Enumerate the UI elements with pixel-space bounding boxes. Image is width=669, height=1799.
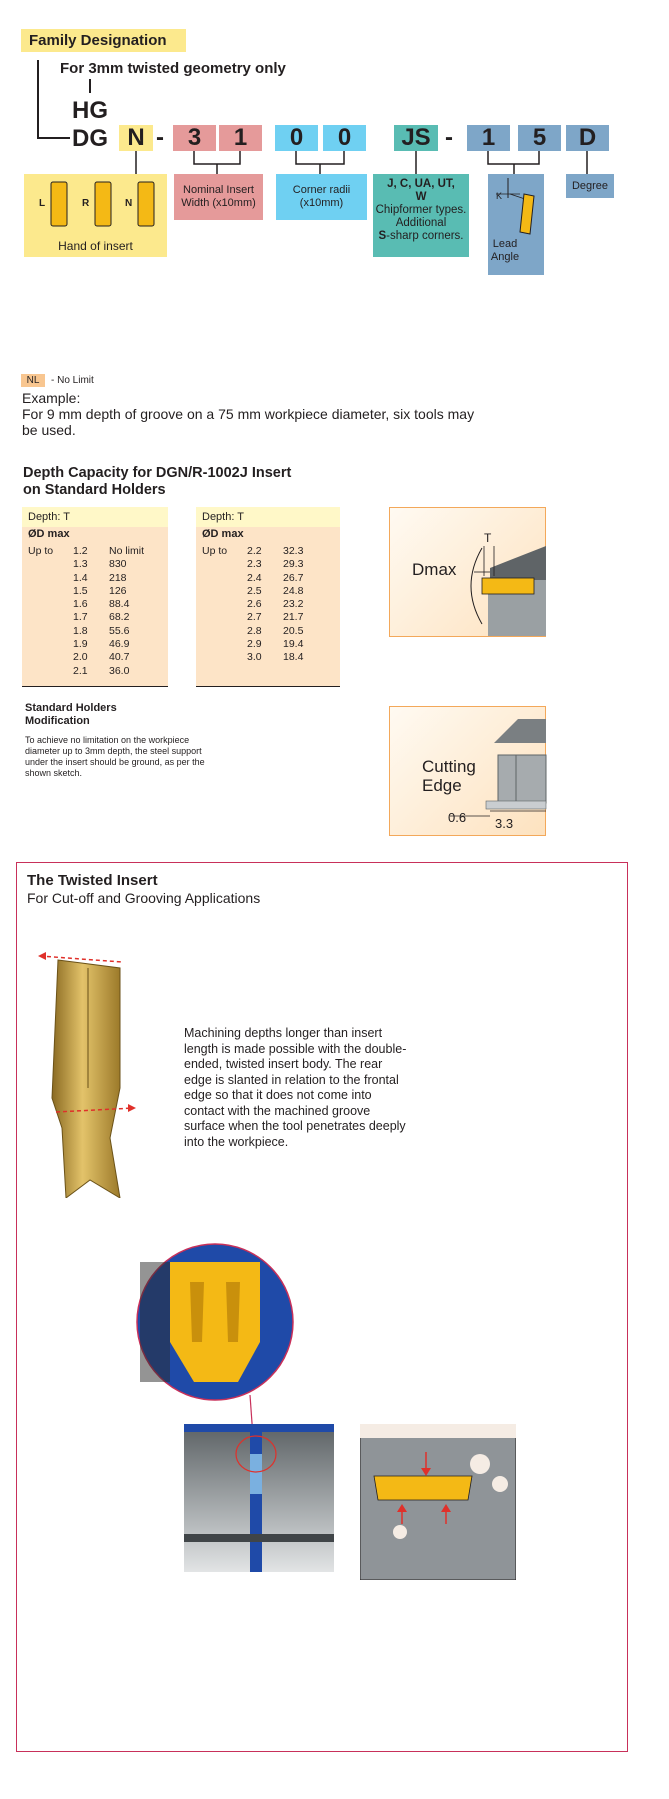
- row-depth-value: 2.2: [247, 545, 262, 557]
- row-depth-value: 3.0: [247, 651, 262, 664]
- row-upto-label: [28, 625, 73, 638]
- twisted-insert-illustration: [38, 948, 142, 1198]
- code-lead-digit-1: 1: [467, 125, 510, 151]
- chipformer-description: Chipformer types. Additional: [375, 204, 467, 229]
- dimension-3-3: 3.3: [495, 816, 514, 831]
- lead-angle-label: Lead Angle: [490, 238, 520, 263]
- cutting-label-line-1: Cutting: [422, 757, 476, 776]
- lead-k-label: K: [496, 191, 503, 201]
- example-label: Example:: [22, 390, 81, 406]
- row-dmax-value: 29.3: [283, 558, 304, 571]
- no-limit-chip: NL: [21, 374, 45, 387]
- row-depth-value: 1.6: [73, 598, 88, 611]
- nominal-width-box: Nominal Insert Width (x10mm): [174, 174, 263, 220]
- row-upto-label: [28, 598, 73, 611]
- row-upto-label: [28, 665, 73, 678]
- row-dmax-value: 23.2: [283, 598, 304, 611]
- table-row: [202, 611, 334, 624]
- dmax-label: Dmax: [412, 560, 457, 579]
- row-upto-label: [202, 625, 247, 638]
- hand-label-r: R: [82, 198, 90, 209]
- prefix-dg: DG: [72, 125, 108, 152]
- hand-label-l: L: [39, 198, 46, 209]
- row-depth-value: 1.9: [73, 638, 88, 651]
- table-row: [202, 558, 334, 571]
- example-text: For 9 mm depth of groove on a 75 mm workpiece diameter, six tools may be used.: [22, 406, 475, 438]
- row-upto-label: [28, 572, 73, 585]
- depth-title-line-1: Depth Capacity for DGN/R-1002J Insert: [23, 465, 292, 481]
- row-upto-label: Up to: [28, 545, 54, 557]
- row-depth-value: 2.7: [247, 611, 262, 624]
- row-dmax-value: 88.4: [109, 598, 130, 611]
- row-upto-label: Up to: [202, 545, 228, 557]
- row-dmax-value: 126: [109, 584, 127, 597]
- depth-t-label: T: [484, 531, 492, 545]
- table-header-depth: Depth: T: [196, 507, 340, 527]
- table-row: [202, 585, 334, 598]
- row-depth-value: 2.4: [247, 571, 262, 584]
- table-row: [202, 625, 334, 638]
- std-title-line-2: Modification: [25, 715, 90, 727]
- row-upto-label: [28, 611, 73, 624]
- row-dmax-value: 46.9: [109, 638, 130, 651]
- row-depth-value: 1.3: [73, 558, 88, 571]
- twisted-insert-description: Machining depths longer than insert length is made possible with the double-ended, twisted insert body. The rear edge is slanted in relation to the frontal edge so that it does not come into contact with the machined groove surface when the tool penetrates deeply into the workpiece.: [184, 1026, 407, 1149]
- twisted-insert-title: The Twisted Insert: [27, 872, 158, 889]
- cutting-edge-label: [422, 757, 476, 795]
- code-radius-digit-2: 0: [323, 125, 366, 151]
- row-depth-value: 1.4: [73, 571, 88, 584]
- dmax-figure: [389, 507, 546, 637]
- insert-support-sketch: [360, 1424, 516, 1580]
- row-depth-value: 1.8: [73, 624, 88, 637]
- row-depth-value: 2.3: [247, 558, 262, 571]
- row-dmax-value: 20.5: [283, 624, 304, 637]
- table-row: [28, 558, 162, 571]
- sharp-code: S: [378, 230, 387, 242]
- hand-of-insert-box: [24, 174, 167, 257]
- row-upto-label: [202, 651, 247, 664]
- table-row: [28, 572, 162, 585]
- depth-title-line-2: on Standard Holders: [23, 482, 166, 498]
- sharp-description: -sharp corners.: [386, 230, 464, 242]
- chipformer-box: [373, 174, 469, 257]
- hand-of-insert-label: Hand of insert: [58, 239, 133, 253]
- code-lead-digit-2: 5: [518, 125, 561, 151]
- table-row: [202, 572, 334, 585]
- row-upto-label: [28, 558, 73, 571]
- row-dmax-value: 21.7: [283, 611, 304, 624]
- twisted-insert-subtitle: For Cut-off and Grooving Applications: [27, 890, 261, 906]
- connector-line: [37, 137, 70, 139]
- cutting-label-line-2: Edge: [422, 776, 462, 795]
- row-upto-label: [28, 585, 73, 598]
- row-upto-label: [202, 585, 247, 598]
- table-header-dmax: ØD max: [28, 528, 70, 540]
- table-row: [28, 625, 162, 638]
- depth-table-1: [22, 507, 168, 687]
- degree-box: Degree: [566, 174, 614, 198]
- magnified-insert-photo: [130, 1242, 300, 1402]
- row-depth-value: 2.8: [247, 624, 262, 637]
- family-designation-title: Family Designation: [21, 29, 186, 52]
- standard-holders-title: [25, 702, 117, 728]
- code-width-digit-1: 3: [173, 125, 216, 151]
- row-upto-label: [28, 651, 73, 664]
- table-row: [28, 665, 162, 678]
- row-upto-label: [202, 558, 247, 571]
- prefix-hg: HG: [72, 97, 108, 124]
- depth-capacity-title: [23, 465, 291, 499]
- row-upto-label: [202, 611, 247, 624]
- table-row: [28, 638, 162, 651]
- table-row: [202, 545, 334, 558]
- row-dmax-value: 218: [109, 571, 127, 584]
- table-row: [28, 651, 162, 664]
- code-dash: -: [156, 124, 164, 151]
- code-radius-digit-1: 0: [275, 125, 318, 151]
- cutting-edge-figure: [389, 706, 546, 836]
- table-header-depth: Depth: T: [22, 507, 168, 527]
- table-row: [202, 651, 334, 664]
- row-dmax-value: 36.0: [109, 664, 130, 677]
- row-dmax-value: 18.4: [283, 651, 304, 664]
- lead-angle-icon: [488, 174, 544, 244]
- row-depth-value: 1.5: [73, 584, 88, 597]
- row-depth-value: 2.6: [247, 598, 262, 611]
- table-row: [28, 611, 162, 624]
- row-depth-value: 1.7: [73, 611, 88, 624]
- code-degree: D: [566, 125, 609, 151]
- table-header-dmax: ØD max: [202, 528, 244, 540]
- std-title-line-1: Standard Holders: [25, 702, 117, 714]
- row-dmax-value: 19.4: [283, 638, 304, 651]
- dimension-0-6: 0.6: [448, 810, 467, 825]
- table-rows: [22, 541, 168, 682]
- code-width-digit-2: 1: [219, 125, 262, 151]
- code-dash: -: [445, 124, 453, 151]
- chipformer-types: J, C, UA, UT, W: [387, 178, 455, 203]
- row-dmax-value: No limit: [109, 545, 145, 557]
- row-dmax-value: 830: [109, 558, 127, 571]
- code-chipformer: JS: [394, 125, 438, 151]
- no-limit-text: - No Limit: [51, 375, 94, 386]
- table-row: [28, 545, 162, 558]
- corner-radii-box: Corner radii (x10mm): [276, 174, 367, 220]
- table-row: [28, 598, 162, 611]
- row-upto-label: [202, 572, 247, 585]
- depth-table-2: [196, 507, 340, 687]
- row-depth-value: 1.2: [73, 545, 88, 557]
- lead-angle-box: [488, 174, 544, 275]
- row-dmax-value: 55.6: [109, 624, 130, 637]
- row-dmax-value: 68.2: [109, 611, 130, 624]
- standard-holders-text: To achieve no limitation on the workpiece diameter up to 3mm depth, the steel support under the insert should be ground, as per the shown sketch.: [25, 735, 205, 778]
- table-row: [202, 598, 334, 611]
- row-depth-value: 2.0: [73, 651, 88, 664]
- row-upto-label: [28, 638, 73, 651]
- hand-insert-icons: [24, 174, 167, 234]
- connector-line: [89, 79, 91, 93]
- table-row: [28, 585, 162, 598]
- code-hand: N: [119, 125, 153, 151]
- row-dmax-value: 24.8: [283, 584, 304, 597]
- row-dmax-value: 32.3: [283, 545, 304, 557]
- row-depth-value: 2.9: [247, 638, 262, 651]
- hand-label-n: N: [125, 198, 133, 209]
- machine-setup-photo: [184, 1424, 334, 1572]
- row-upto-label: [202, 598, 247, 611]
- connector-line: [37, 60, 39, 138]
- row-dmax-value: 26.7: [283, 571, 304, 584]
- row-dmax-value: 40.7: [109, 651, 130, 664]
- twisted-geometry-note: For 3mm twisted geometry only: [60, 60, 286, 77]
- table-rows: [196, 541, 340, 669]
- row-upto-label: [202, 638, 247, 651]
- row-depth-value: 2.5: [247, 584, 262, 597]
- example-block: [22, 390, 492, 438]
- row-depth-value: 2.1: [73, 664, 88, 677]
- table-row: [202, 638, 334, 651]
